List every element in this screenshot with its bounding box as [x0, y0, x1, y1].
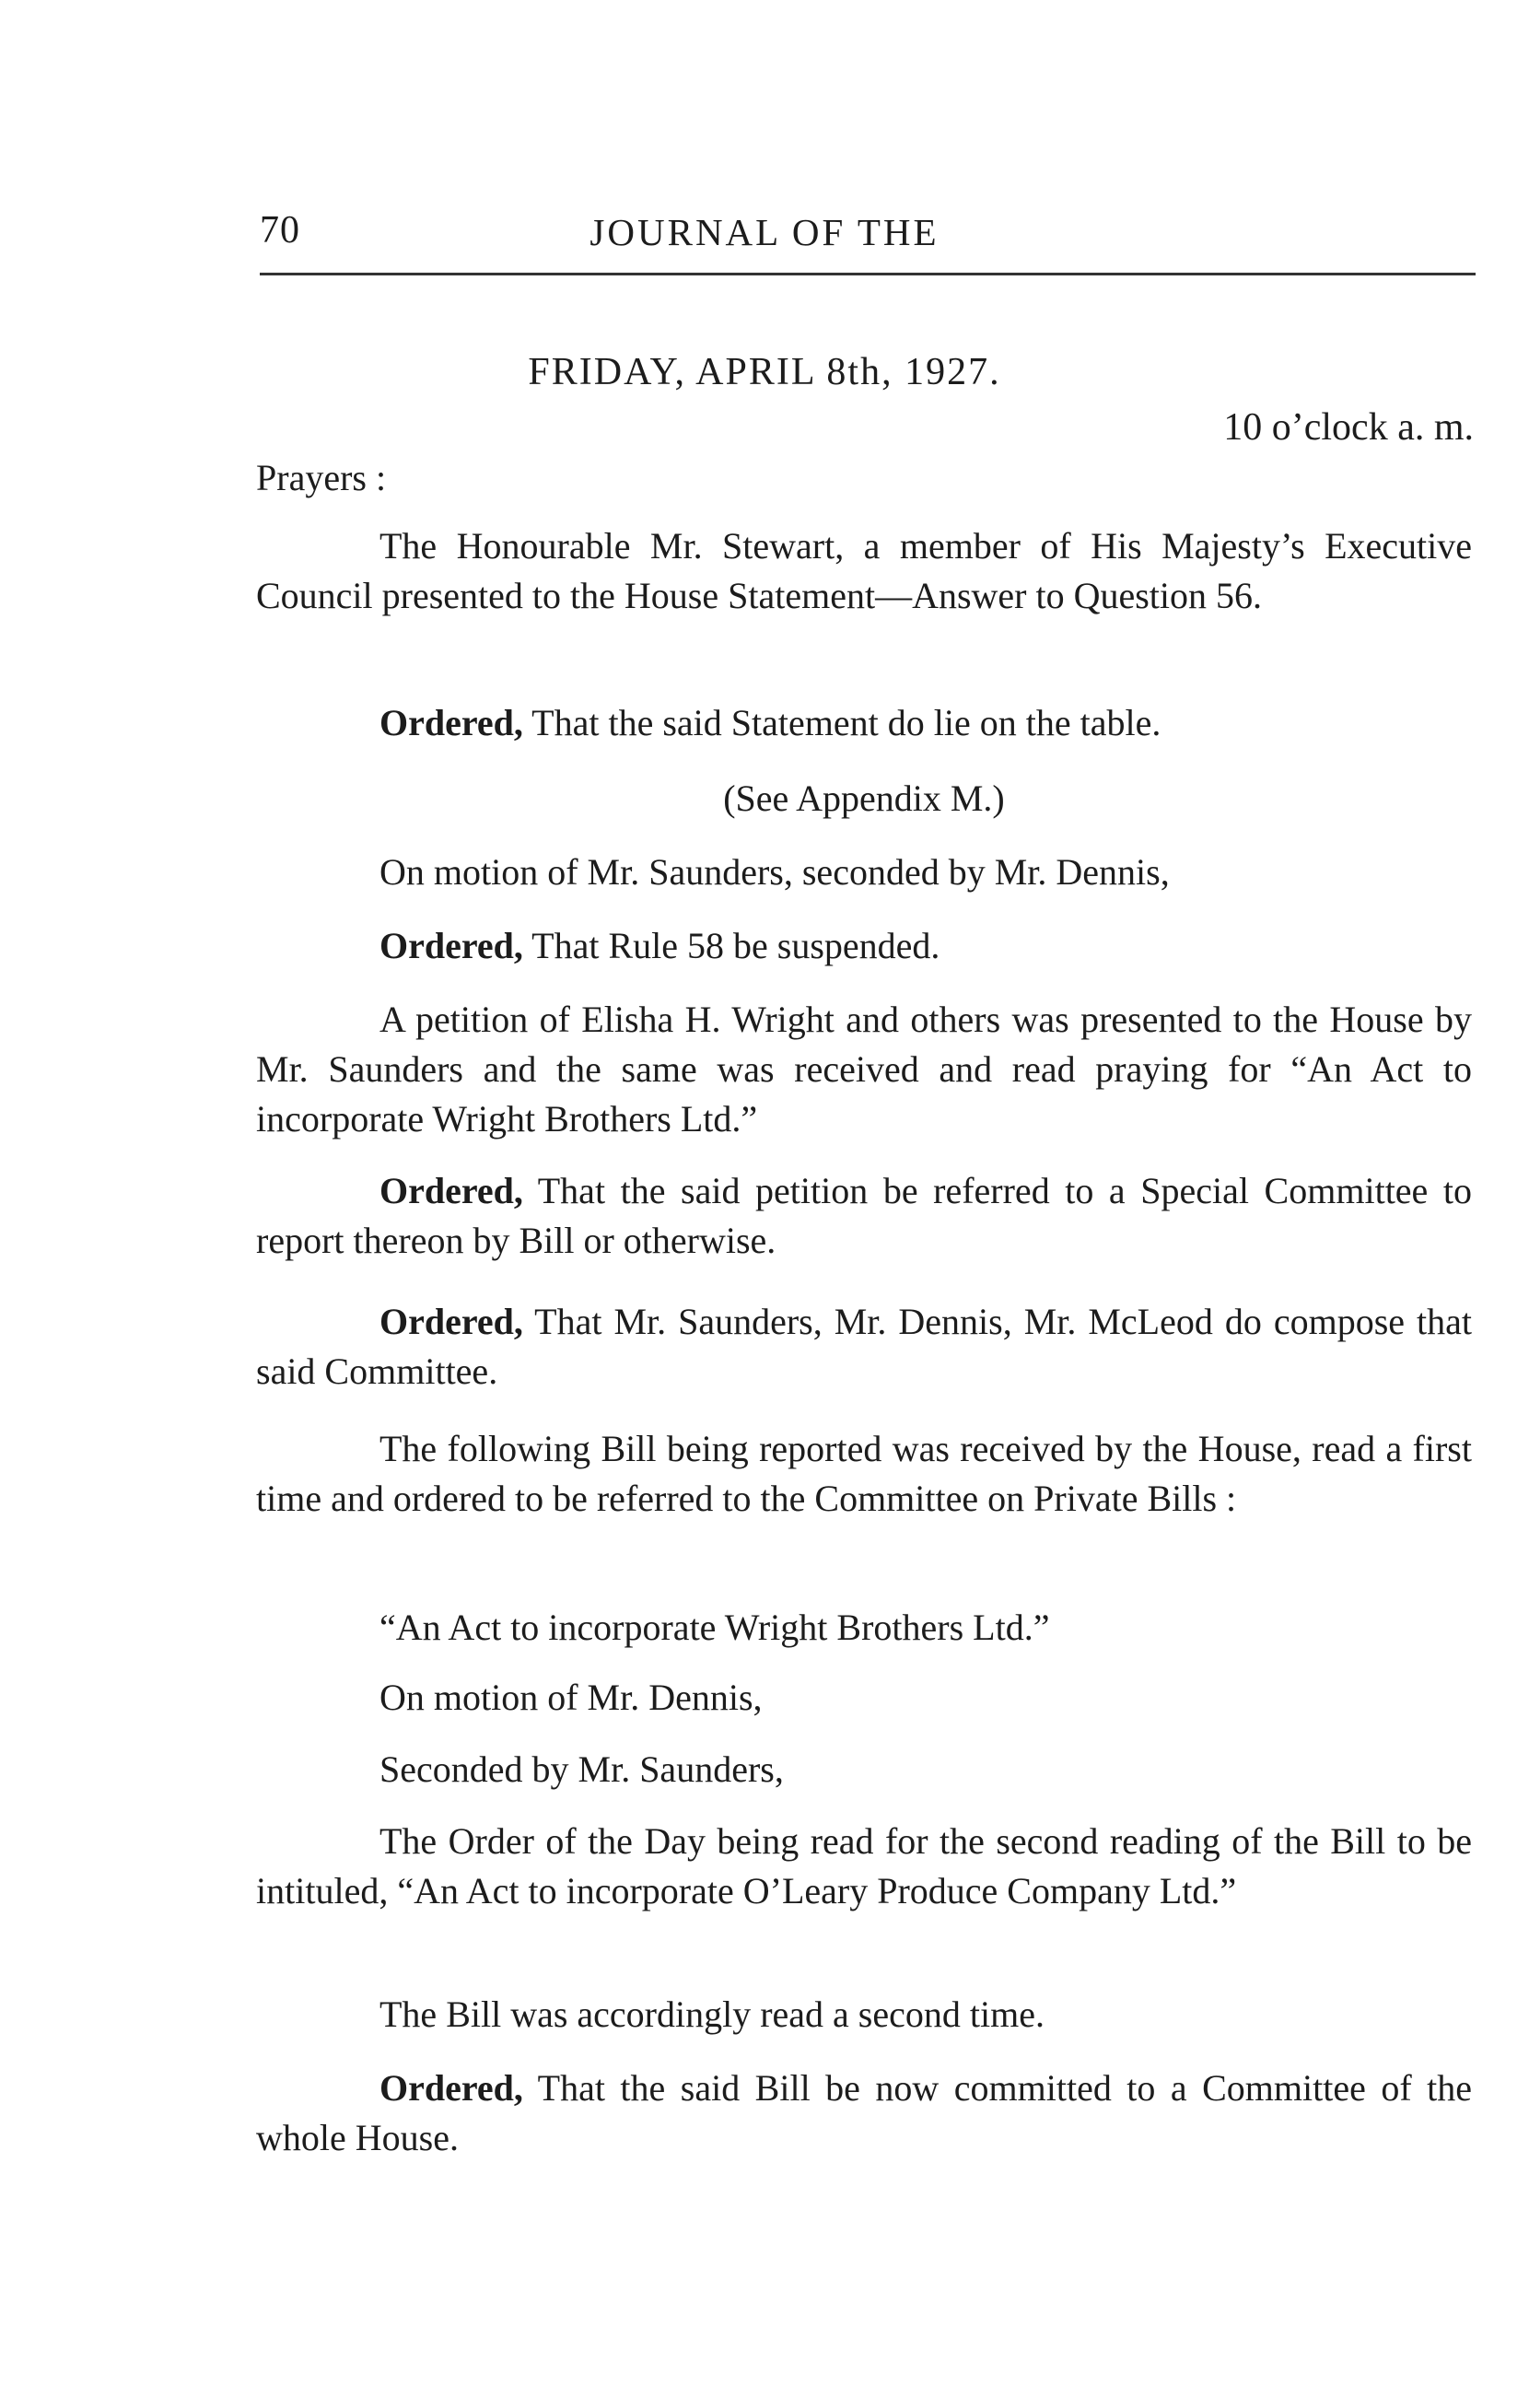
paragraph-appendix: (See Appendix M.): [723, 777, 1005, 819]
ordered-label: Ordered,: [379, 702, 523, 743]
sitting-time: 10 o’clock a. m.: [1223, 406, 1474, 449]
paragraph-motion: On motion of Mr. Saunders, seconded by Mr. Dennis,: [379, 851, 1170, 893]
paragraph-seconded: Seconded by Mr. Saunders,: [379, 1748, 784, 1790]
paragraph-ordered-table: [256, 698, 1472, 748]
paragraph-petition: A petition of Elisha H. Wright and others was presented to the House by Mr. Saunders and the same was received and read praying for “An Act to incorporate Wright Brothers Ltd.”: [256, 999, 1472, 1140]
page-number: 70: [260, 209, 300, 251]
paragraph-statement: The Honourable Mr. Stewart, a member of His Majesty’s Executive Council presented to the House Statement—Answer to Question 56.: [256, 525, 1472, 616]
paragraph-ordered-rule: [256, 921, 1472, 971]
ordered-label: Ordered,: [379, 2067, 523, 2109]
ordered-label: Ordered,: [379, 1301, 523, 1342]
paragraph-order-of-day: The Order of the Day being read for the second reading of the Bill to be intituled, “An Act to incorporate O’Leary Produce Company Ltd.”: [256, 1820, 1472, 1911]
paragraph-ordered-whole-house: [256, 2063, 1472, 2163]
ordered-text: That Mr. Saunders, Mr. Dennis, Mr. McLeod do compose that said Committee.: [256, 1301, 1472, 1392]
paragraph-bill-reported: The following Bill being reported was received by the House, read a first time and ordered to be referred to the Committee on Private Bills :: [256, 1428, 1472, 1519]
ordered-text: That the said petition be referred to a Special Committee to report thereon by Bill or otherwise.: [256, 1170, 1472, 1261]
ordered-text: That Rule 58 be suspended.: [522, 925, 940, 966]
paragraph-second-reading: The Bill was accordingly read a second time.: [379, 1993, 1045, 2035]
paragraph-act-title: “An Act to incorporate Wright Brothers Ltd.”: [379, 1607, 1050, 1648]
paragraph-ordered-compose: [256, 1297, 1472, 1397]
ordered-label: Ordered,: [379, 1170, 523, 1211]
paragraph-ordered-committee: [256, 1166, 1472, 1266]
ordered-text: That the said Bill be now committed to a Committee of the whole House.: [256, 2067, 1472, 2158]
header-rule: [260, 273, 1476, 275]
ordered-text: That the said Statement do lie on the table.: [522, 702, 1161, 743]
running-title: JOURNAL OF THE: [589, 211, 940, 253]
sitting-date: FRIDAY, APRIL 8th, 1927.: [528, 351, 1001, 393]
prayers-line: Prayers :: [256, 457, 387, 498]
paragraph-motion-dennis: On motion of Mr. Dennis,: [379, 1677, 763, 1718]
ordered-label: Ordered,: [379, 925, 523, 966]
